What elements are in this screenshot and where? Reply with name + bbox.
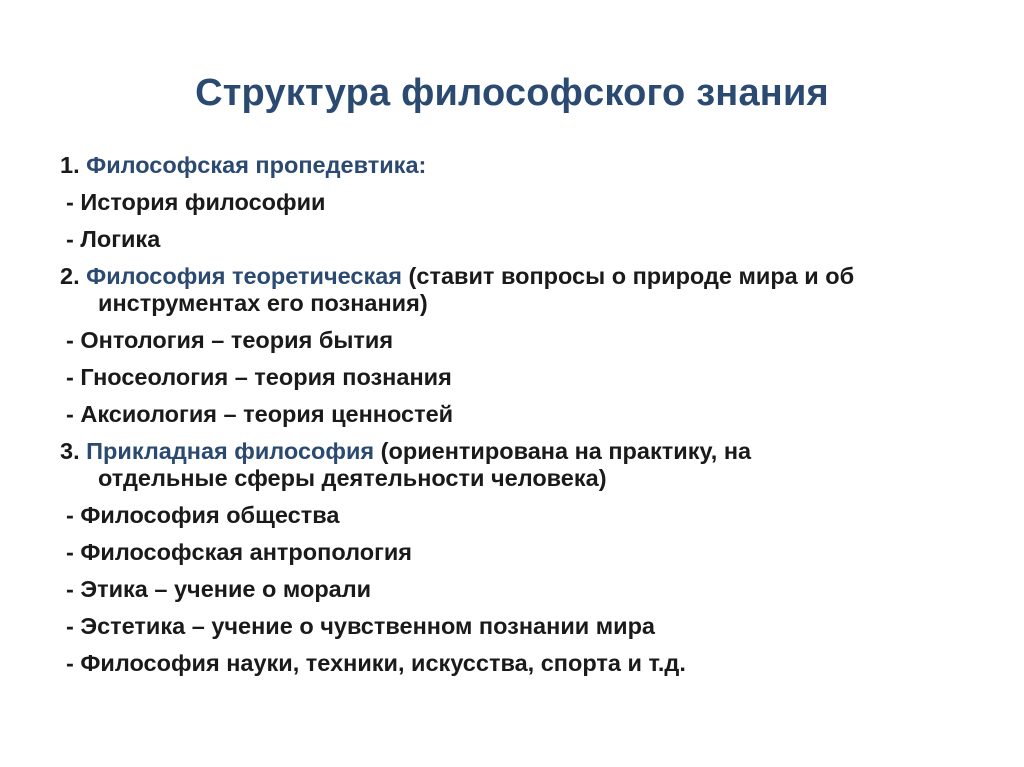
- section-3-note-continuation: отдельные сферы деятельности человека): [98, 465, 607, 492]
- list-item: - История философии: [66, 189, 326, 216]
- list-item: - Аксиология – теория ценностей: [66, 401, 454, 428]
- list-item: - Философская антропология: [66, 539, 413, 566]
- list-item: - Онтология – теория бытия: [66, 327, 394, 354]
- section-3-number: 3.: [60, 438, 80, 465]
- section-1-number: 1.: [60, 152, 80, 178]
- content-list: [60, 152, 1000, 677]
- section-2-note-continuation: инструментах его познания): [98, 290, 428, 317]
- list-item: - Логика: [66, 226, 161, 253]
- section-2-header: [60, 263, 1000, 290]
- section-3-heading: Прикладная философия: [86, 438, 375, 465]
- section-3-note: (ориентирована на практику, на: [374, 438, 752, 465]
- list-item: - Философия науки, техники, искусства, спорта и т.д.: [66, 650, 686, 677]
- list-item: - Гносеология – теория познания: [66, 364, 452, 391]
- section-2-heading: Философия теоретическая: [86, 263, 403, 290]
- section-2-number: 2.: [60, 263, 80, 290]
- section-2-note: (ставит вопросы о природе мира и об: [402, 263, 855, 290]
- list-item: - Эстетика – учение о чувственном познании мира: [66, 613, 655, 640]
- list-item: - Этика – учение о морали: [66, 576, 372, 603]
- section-1-heading: Философская пропедевтика:: [86, 152, 427, 178]
- list-item: - Философия общества: [66, 502, 340, 529]
- section-3-header: [60, 438, 1000, 465]
- section-1-header: [60, 152, 1000, 179]
- slide-title: Структура философского знания: [195, 72, 829, 114]
